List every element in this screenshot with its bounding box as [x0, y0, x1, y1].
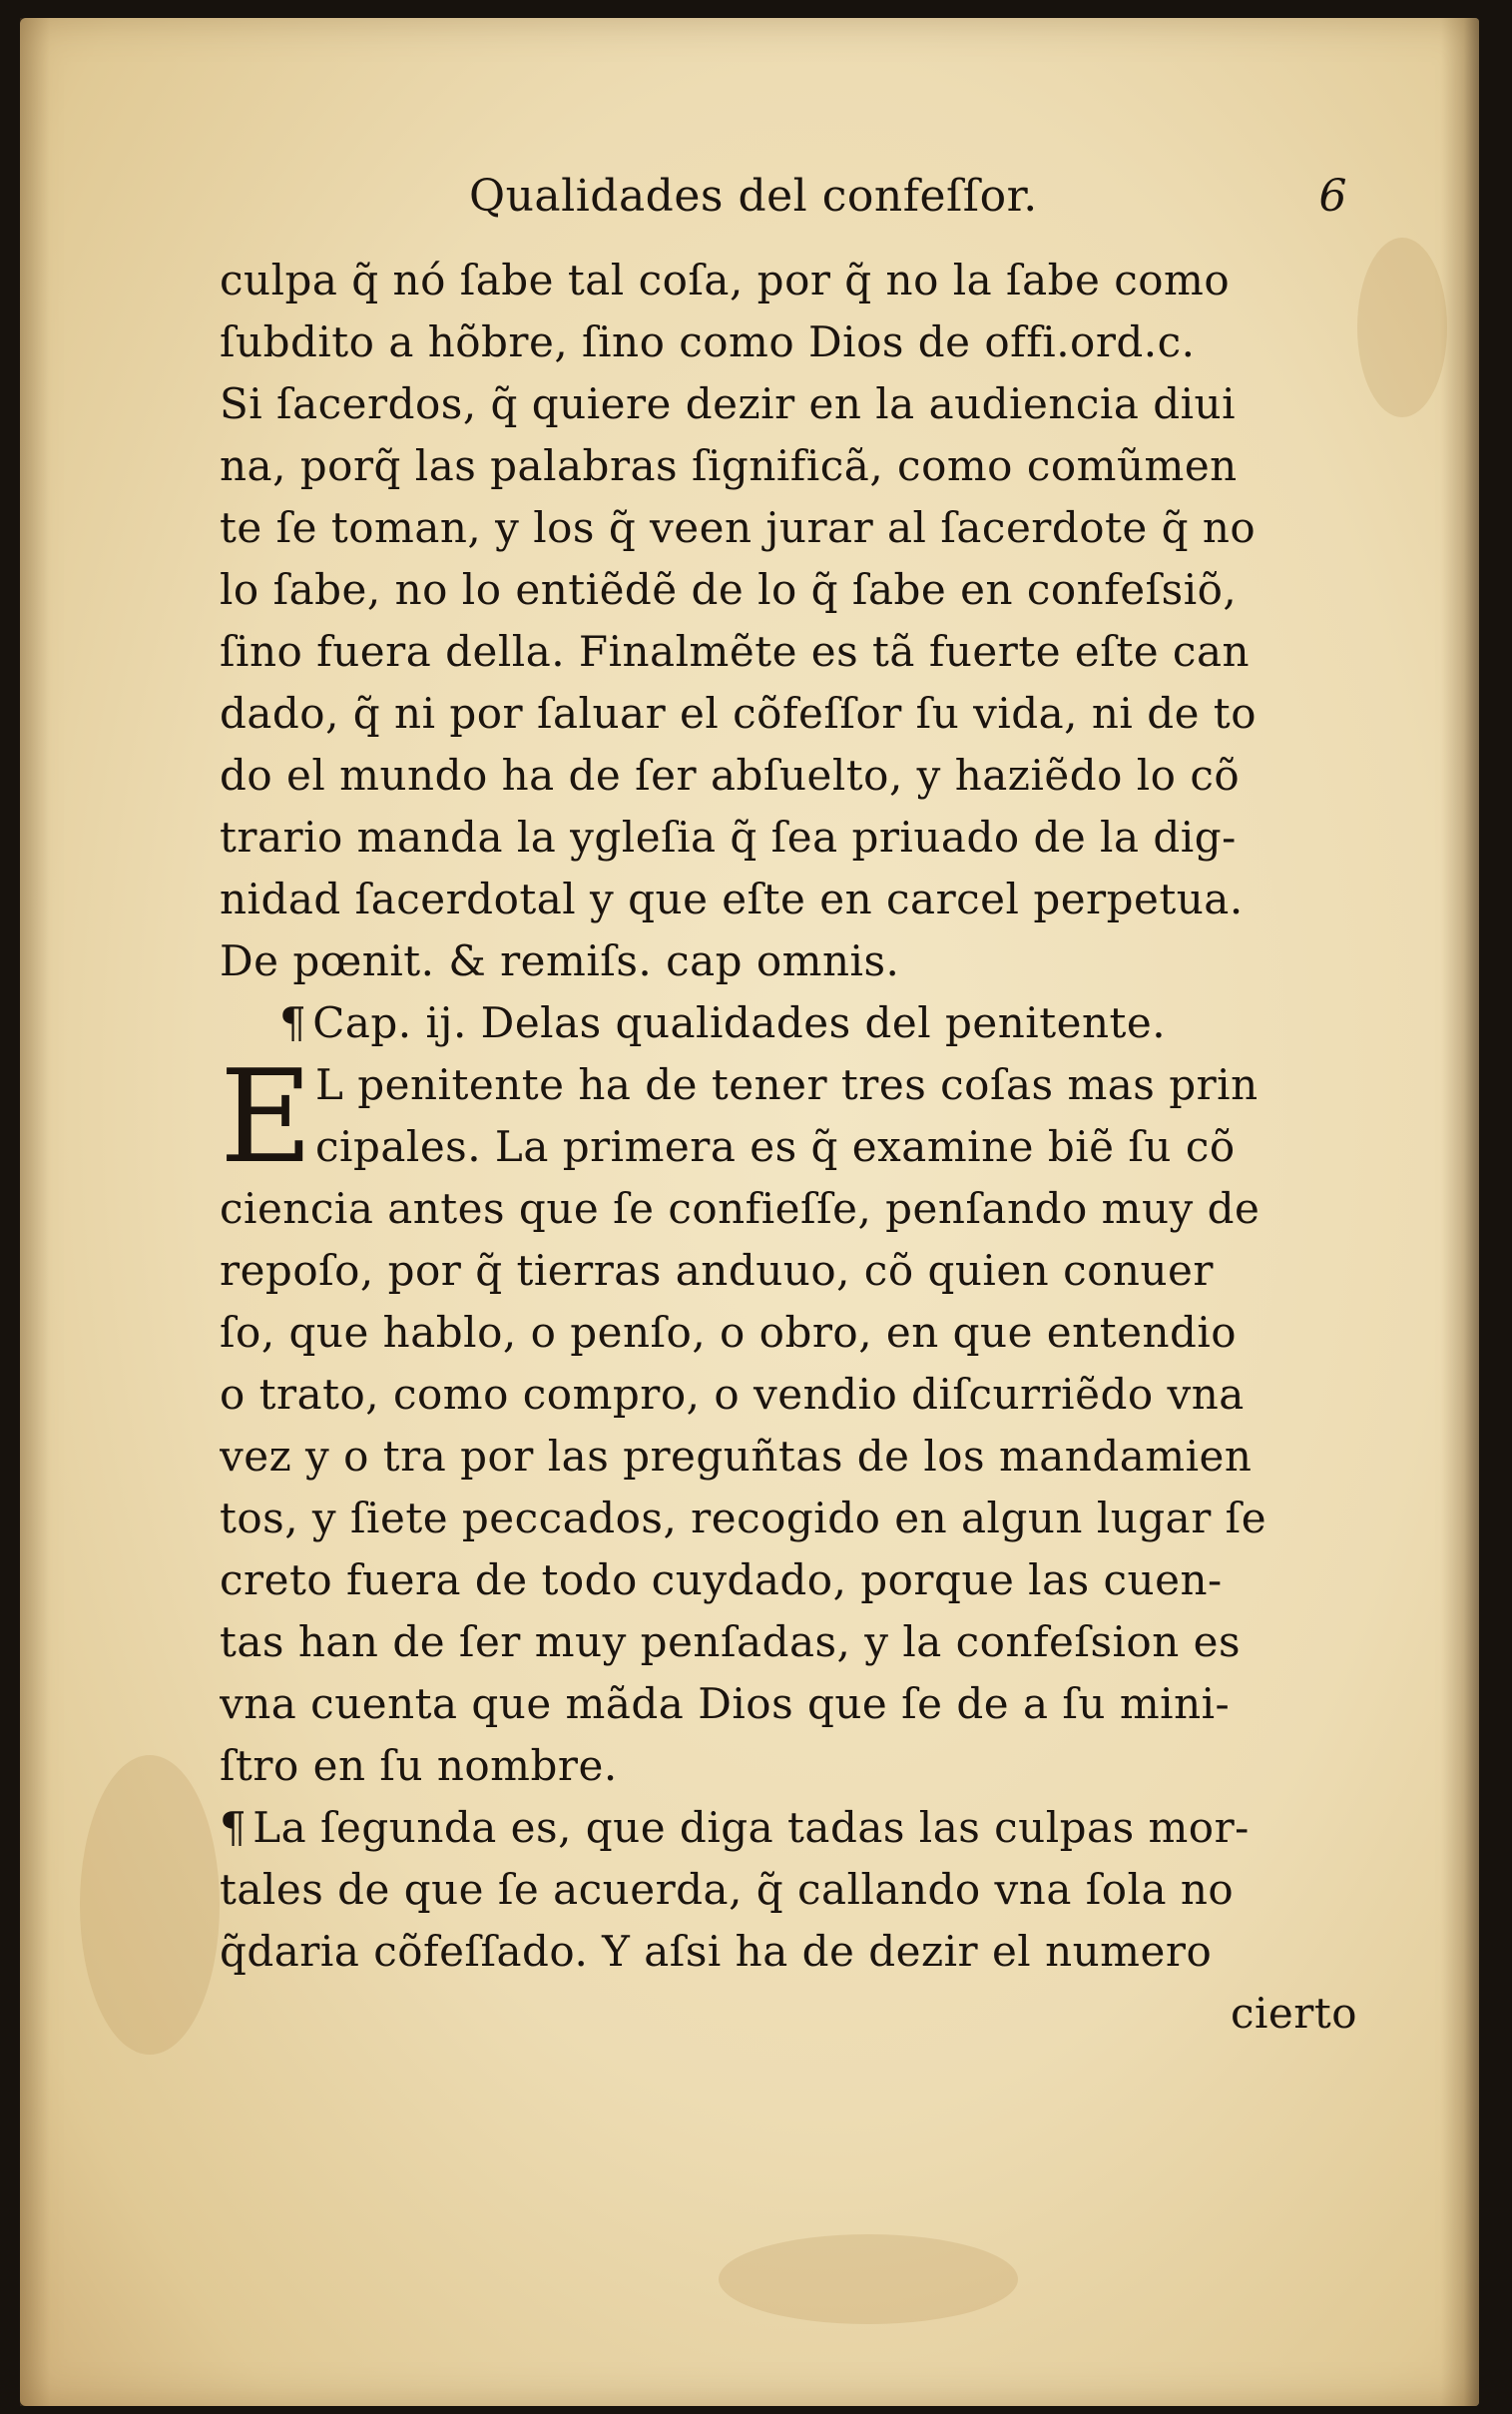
text-line: ſino fuera della. Finalmẽte es tã fuerte eſte can [220, 627, 1251, 676]
text-line: ciencia antes que ſe confieſſe, penſando muy de [220, 1184, 1260, 1233]
text-line: repoſo, por q̃ tierras anduuo, cõ quien conuer [220, 1246, 1214, 1295]
text-block [220, 166, 1377, 2045]
text-line: ſtro en ſu nombre. [220, 1741, 618, 1790]
page-gutter-shadow [20, 18, 50, 2406]
text-line: vez y o tra por las preguñtas de los mandamien [220, 1432, 1253, 1481]
text-line: tas han de ſer muy penſadas, y la confeſsion es [220, 1617, 1242, 1666]
text-line: q̃daria cõfeſſado. Y aſsi ha de dezir el numero [220, 1927, 1213, 1976]
text-line: ſo, que hablo, o penſo, o obro, en que entendio [220, 1308, 1238, 1357]
text-line-content: La ſegunda es, que diga tadas las culpas mor- [252, 1803, 1250, 1852]
page-edge-shadow [1441, 18, 1479, 2406]
text-line: dado, q̃ ni por ſaluar el cõfeſſor ſu vida, ni de to [220, 689, 1257, 738]
pilcrow-icon: ¶ [220, 1803, 248, 1852]
text-line: Si ſacerdos, q̃ quiere dezir en la audiencia diui [220, 379, 1237, 428]
text-line: tos, y ſiete peccados, recogido en algun lugar ſe [220, 1494, 1267, 1542]
paper-stain [719, 2234, 1018, 2324]
text-line: cipales. La primera es q̃ examine biẽ ſu cõ [315, 1122, 1236, 1171]
book-page [20, 18, 1479, 2406]
text-line: creto fuera de todo cuydado, porque las cuen- [220, 1555, 1223, 1604]
page-number: 6 [1318, 171, 1347, 222]
chapter-heading [220, 992, 1377, 1054]
running-head: Qualidades del confeſſor. [469, 171, 1038, 222]
pilcrow-icon: ¶ [279, 998, 307, 1047]
text-line: vna cuenta que mãda Dios que ſe de a ſu mini- [220, 1679, 1231, 1728]
text-line: do el mundo ha de ſer abſuelto, y haziẽdo lo cõ [220, 751, 1241, 800]
paper-stain [80, 1755, 220, 2055]
drop-initial-block [220, 1043, 1377, 1192]
text-line: tales de que ſe acuerda, q̃ callando vna ſola no [220, 1865, 1235, 1914]
text-line: lo ſabe, no lo entiẽdẽ de lo q̃ ſabe en confeſsiõ, [220, 565, 1238, 614]
text-line: De pœnit. & remiſs. cap omnis. [220, 936, 900, 985]
text-line: na, porq̃ las palabras ſignificã, como comũmen [220, 441, 1238, 490]
paragraph-2 [220, 1043, 1377, 1797]
text-line: L penitente ha de tener tres coſas mas prin [315, 1060, 1259, 1109]
paragraph-1 [220, 250, 1377, 992]
text-line: nidad ſacerdotal y que eſte en carcel perpetua. [220, 875, 1244, 923]
text-line: culpa q̃ nó ſabe tal coſa, por q̃ no la ſabe como [220, 256, 1231, 304]
text-line: te ſe toman, y los q̃ veen jurar al ſacerdote q̃ no [220, 503, 1257, 552]
drop-initial-letter: E [220, 1043, 313, 1192]
text-line: trario manda la ygleſia q̃ ſea priuado de la dig- [220, 813, 1237, 862]
text-line: o trato, como compro, o vendio diſcurriẽdo vna [220, 1370, 1245, 1419]
chapter-title: Cap. ij. Delas qualidades del penitente. [312, 998, 1167, 1047]
catchword: cierto [1230, 1989, 1357, 2038]
text-line [220, 1797, 1377, 1859]
paragraph-3 [220, 1797, 1377, 2045]
page-header [220, 166, 1377, 236]
text-line: ſubdito a hõbre, ſino como Dios de offi.ord.c. [220, 317, 1196, 366]
